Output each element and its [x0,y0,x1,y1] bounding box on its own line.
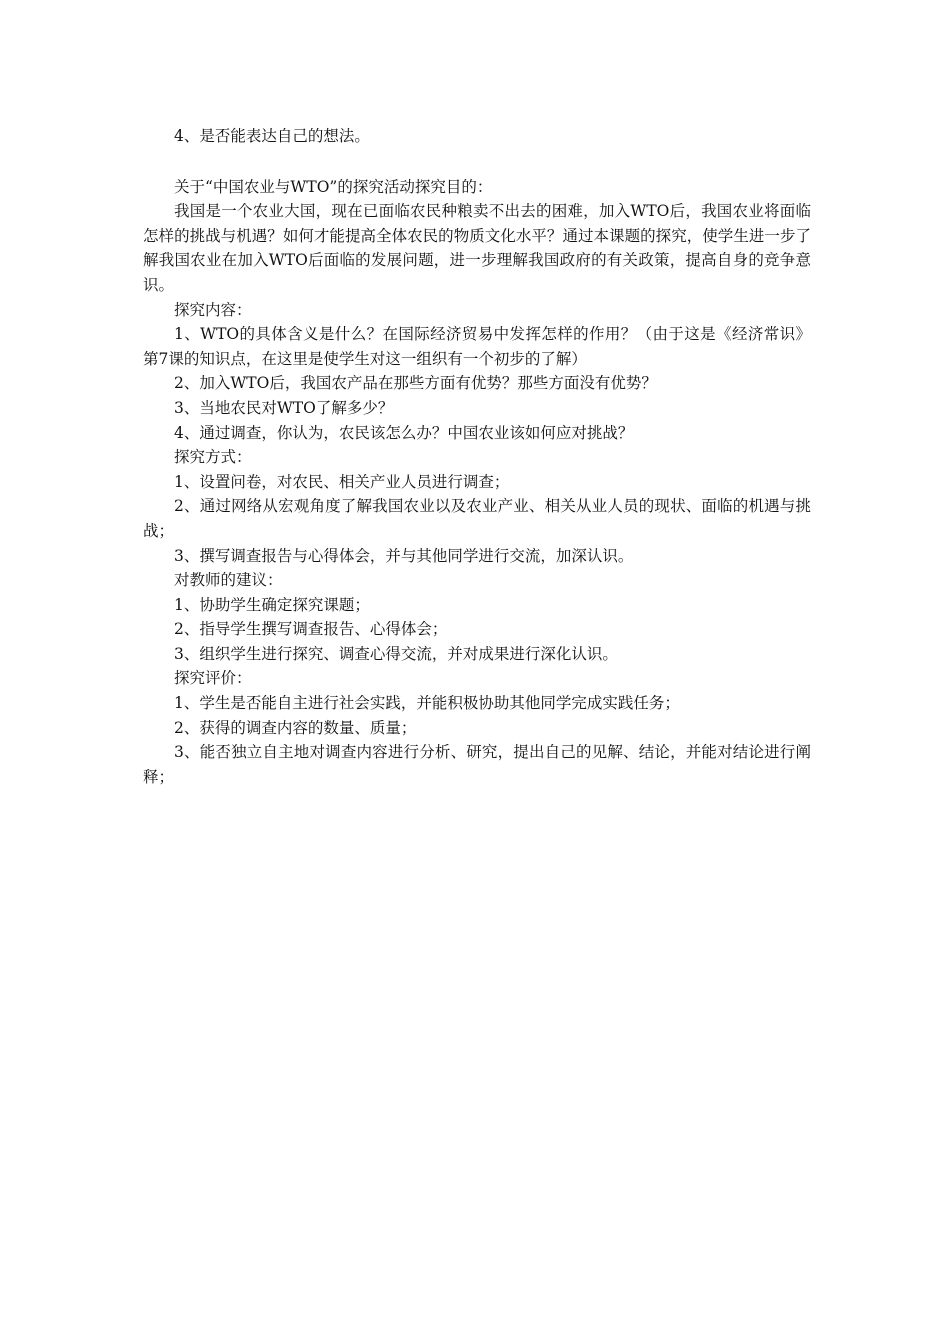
section-heading: 探究评价： [174,669,252,688]
list-item: 2、加入WTO后，我国农产品在那些方面有优势？那些方面没有优势？ [174,374,657,393]
list-item: 3、当地农民对WTO了解多少？ [174,398,394,417]
list-item: 2、通过网络从宏观角度了解我国农业以及农业产业、相关从业人员的现状、面临的机遇与挑战； [143,497,811,540]
paragraph-gap [143,149,811,175]
list-item: 1、协助学生确定探究课题； [174,595,370,614]
document-body [143,124,811,789]
section-heading: 对教师的建议： [174,571,283,590]
list-item: 2、指导学生撰写调查报告、心得体会； [174,620,448,639]
list-item: 1、学生是否能自主进行社会实践，并能积极协助其他同学完成实践任务； [174,694,680,713]
paragraph: 4、是否能表达自己的想法。 [174,127,370,145]
list-item: 1、WTO的具体含义是什么？在国际经济贸易中发挥怎样的作用？（由于这是《经济常识》第7课的知识点，在这里是使学生对这一组织有一个初步的了解） [143,325,811,368]
list-item: 3、撰写调查报告与心得体会，并与其他同学进行交流，加深认识。 [174,546,634,565]
list-item: 2、获得的调查内容的数量、质量； [174,718,417,737]
section-heading: 探究内容： [174,300,252,319]
paragraph: 我国是一个农业大国，现在已面临农民种粮卖不出去的困难，加入WTO后，我国农业将面临怎样的挑战与机遇？如何才能提高全体农民的物质文化水平？通过本课题的探究，使学生进一步了解我国农业在加入WTO后面临的发展问题，进一步理解我国政府的有关政策，提高自身的竞争意识。 [143,202,811,294]
section-heading: 关于“中国农业与WTO”的探究活动探究目的： [174,177,493,196]
list-item: 4、通过调查，你认为，农民该怎么办？中国农业该如何应对挑战？ [174,423,634,442]
list-item: 3、组织学生进行探究、调查心得交流，并对成果进行深化认识。 [174,644,618,663]
list-item: 3、能否独立自主地对调查内容进行分析、研究，提出自己的见解、结论，并能对结论进行阐释； [143,743,811,786]
list-item: 1、设置问卷，对农民、相关产业人员进行调查； [174,472,510,491]
section-heading: 探究方式： [174,448,252,467]
